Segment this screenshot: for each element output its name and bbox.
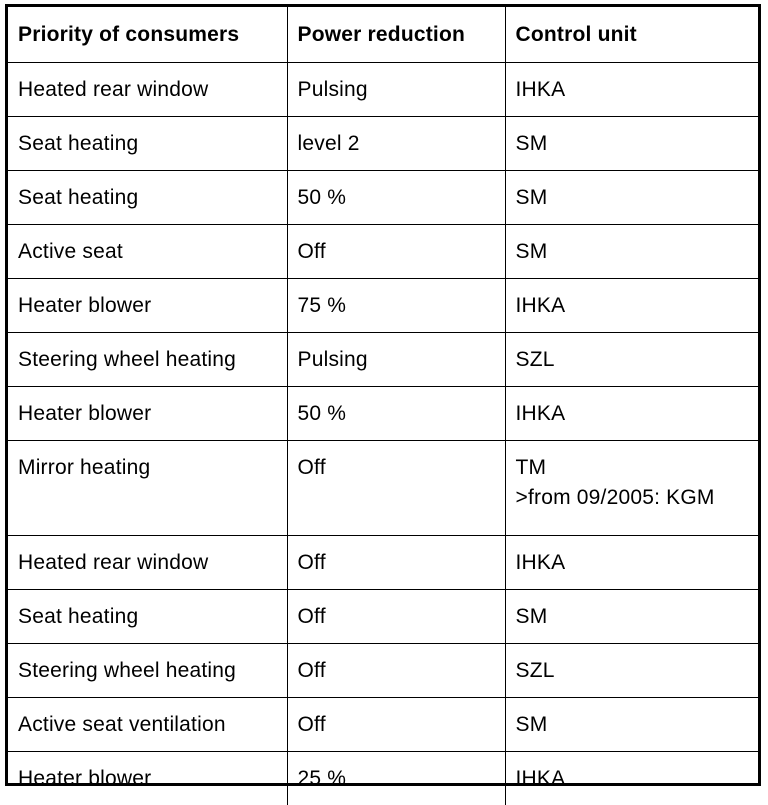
control-unit-cell (505, 171, 758, 225)
control-unit-text: SZL (516, 656, 749, 686)
power-reduction-cell: Off (287, 441, 505, 536)
control-unit-text: SM (516, 602, 749, 632)
header-power-reduction: Power reduction (287, 7, 505, 63)
control-unit-cell (505, 590, 758, 644)
power-reduction-cell: 50 % (287, 387, 505, 441)
control-unit-cell (505, 279, 758, 333)
table-row (8, 117, 758, 171)
header-priority-of-consumers: Priority of consumers (8, 7, 287, 63)
power-reduction-cell: Off (287, 590, 505, 644)
power-reduction-cell: 75 % (287, 279, 505, 333)
consumer-cell: Active seat (8, 225, 287, 279)
control-unit-text: IHKA (516, 764, 749, 794)
control-unit-cell (505, 644, 758, 698)
consumer-cell: Seat heating (8, 590, 287, 644)
power-reduction-cell: 25 % (287, 752, 505, 805)
control-unit-text: SM (516, 183, 749, 213)
table-row (8, 171, 758, 225)
consumer-cell: Mirror heating (8, 441, 287, 536)
control-unit-cell (505, 752, 758, 805)
consumer-cell: Heater blower (8, 752, 287, 805)
table-row (8, 752, 758, 805)
power-reduction-cell: Off (287, 698, 505, 752)
power-reduction-cell: Pulsing (287, 333, 505, 387)
table-row (8, 279, 758, 333)
consumer-priority-table (8, 7, 758, 805)
control-unit-cell (505, 63, 758, 117)
control-unit-cell (505, 225, 758, 279)
consumer-cell: Steering wheel heating (8, 644, 287, 698)
consumer-cell: Heater blower (8, 387, 287, 441)
consumer-cell: Heater blower (8, 279, 287, 333)
consumer-cell: Seat heating (8, 171, 287, 225)
control-unit-text: IHKA (516, 399, 749, 429)
control-unit-text: SM (516, 237, 749, 267)
table-row (8, 644, 758, 698)
control-unit-text: SM (516, 129, 749, 159)
consumer-cell: Seat heating (8, 117, 287, 171)
table-header-row (8, 7, 758, 63)
control-unit-cell (505, 387, 758, 441)
table-row (8, 387, 758, 441)
control-unit-note: >from 09/2005: KGM (516, 483, 749, 513)
table-row (8, 441, 758, 536)
control-unit-cell (505, 333, 758, 387)
control-unit-text: TM (516, 453, 749, 483)
power-reduction-cell: 50 % (287, 171, 505, 225)
table-row (8, 536, 758, 590)
control-unit-cell (505, 698, 758, 752)
control-unit-text: SM (516, 710, 749, 740)
consumer-priority-table-frame (5, 4, 761, 786)
table-row (8, 63, 758, 117)
table-row (8, 698, 758, 752)
consumer-cell: Heated rear window (8, 536, 287, 590)
consumer-cell: Heated rear window (8, 63, 287, 117)
consumer-cell: Steering wheel heating (8, 333, 287, 387)
consumer-cell: Active seat ventilation (8, 698, 287, 752)
power-reduction-cell: Off (287, 536, 505, 590)
table-row (8, 225, 758, 279)
power-reduction-cell: Pulsing (287, 63, 505, 117)
header-control-unit: Control unit (505, 7, 758, 63)
table-row (8, 333, 758, 387)
control-unit-text: IHKA (516, 548, 749, 578)
control-unit-text: SZL (516, 345, 749, 375)
control-unit-cell (505, 117, 758, 171)
control-unit-text: IHKA (516, 75, 749, 105)
control-unit-cell (505, 536, 758, 590)
control-unit-text: IHKA (516, 291, 749, 321)
power-reduction-cell: Off (287, 644, 505, 698)
control-unit-cell (505, 441, 758, 536)
power-reduction-cell: Off (287, 225, 505, 279)
power-reduction-cell: level 2 (287, 117, 505, 171)
table-row (8, 590, 758, 644)
